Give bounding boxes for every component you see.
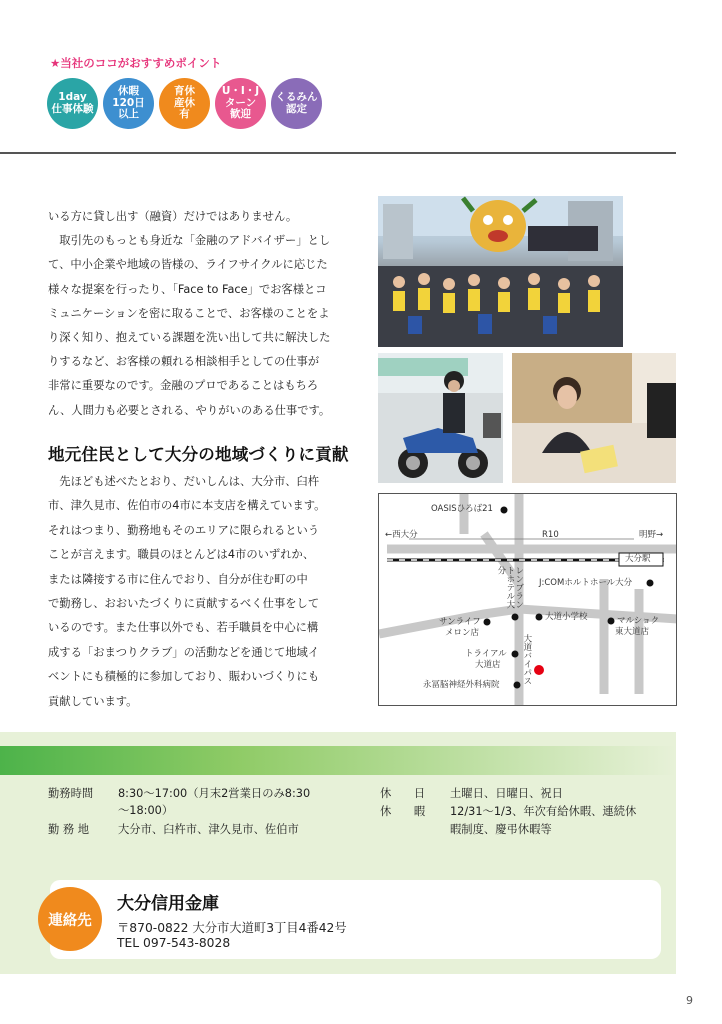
badge-line: 休暇 [118,84,139,97]
company-name: 大分信用金庫 [117,894,219,914]
leave-label: 休 暇 [380,805,426,818]
article-line: ことが言えます。職員のほとんどは4市のいずれか、 [48,548,315,562]
article-line: 成する「おまつりクラブ」の活動などを通じて地域イ [48,645,320,659]
map-label-sunlife-branch: メロン店 [445,628,480,638]
badge-line: U・I・J [221,84,260,97]
badge-line: 仕事体験 [51,102,94,115]
map-label-west: ←西大分 [385,530,418,540]
header-divider [0,152,676,154]
badge-1day-internship [47,78,98,129]
hours-value: 8:30～17:00（月末2営業日のみ8:30 [118,787,311,800]
page-number: 9 [686,994,693,1007]
map-label-trial-branch: 大道店 [475,660,501,670]
badge-line: 歓迎 [230,108,251,121]
company-address: 〒870-0822 大分市大道町3丁目4番42号 [117,921,347,935]
festival-group-photo [378,196,623,347]
hours-label: 勤務時間 [48,787,94,800]
article-line: ん、人間力も必要とされる、やりがいのある仕事です。 [48,403,331,417]
article-line: または隣接する市に住んでおり、自分が住む町の中 [48,572,308,586]
leave-value-cont: 暇制度、慶弔休暇等 [450,823,552,836]
badge-line: 育休 [174,84,195,97]
badge-line: 認定 [286,102,307,115]
article-body [48,205,348,423]
badge-childcare-leave [159,78,210,129]
article-line: それはつまり、勤務地もそのエリアに限られるという [48,523,320,537]
map-label-marushoku: マルショク [617,616,660,626]
badge-holidays [103,78,154,129]
article-line: いるのです。また仕事以外でも、若手職員を中心に構 [48,621,319,635]
map-label-school: 大道小学校 [545,612,588,622]
article-line: 取引先のもっとも身近な「金融のアドバイザー」とし [59,234,331,248]
section-heading: 地元住民として大分の地域づくりに貢献 [48,445,349,464]
badge-kurumin [271,78,322,129]
article-line: 市、津久見市、佐伯市の4市に本支店を構えています。 [48,499,326,513]
map-label-trial: トライアル [465,649,507,659]
article-line: 様々な提案を行ったり、「Face to Face」でお客様とコ [48,282,327,296]
map-label-r10: R10 [542,530,559,540]
badge-line: 120日 [112,96,145,109]
article-line: 非常に重要なのです。金融のプロであることはもちろ [48,379,319,393]
article-line: いる方に貸し出す（融資）だけではありません。 [48,210,298,223]
badge-line: 以上 [118,108,139,121]
workplace-value: 大分市、臼杵市、津久見市、佐伯市 [118,823,299,836]
badge-line: 産休 [174,96,195,109]
article-line: で勤務し、おおいたづくりに貢献するべく仕事をして [48,597,320,611]
badge-line: 1day [58,90,87,103]
access-map [378,493,677,706]
map-label-marushoku-branch: 東大道店 [615,627,650,637]
map-label-jcom: J:COMホルトホール大分 [539,578,633,588]
article-line: りするなど、お客様の頼れる相談相手としての仕事が [48,355,320,369]
map-label-akeno: 明野→ [639,530,664,540]
badge-line: くるみん [275,90,318,103]
recommend-title: ★当社のココがおすすめポイント [50,56,222,70]
badge-line: ターン [224,96,257,109]
motorbike-photo [378,353,503,483]
map-label-oasis: OASISひろば21 [431,504,493,514]
map-label-hospital: 永冨脳神経外科病院 [423,680,500,690]
article-line: ベントにも積極的に参加しており、賑わいづくりにも [48,670,320,684]
article-line: ミュニケーションを密に取ることで、お客様のことをよ [48,306,330,320]
info-band-gradient [0,746,676,775]
article-line: て、中小企業や地域の皆様の、ライフサイクルに応じた [48,258,328,272]
article-line: 貢献しています。 [48,694,138,708]
counter-staff-photo [512,353,676,483]
map-label-hotel: レンブラントホテル大分 [495,566,524,609]
badge-line: 有 [179,108,190,121]
recommend-badges [47,78,322,129]
article-body-2 [48,470,348,714]
company-tel[interactable]: TEL 097-543-8028 [117,936,231,950]
holiday-value: 土曜日、日曜日、祝日 [450,787,563,800]
map-label-sunlife: サンライフ [439,617,481,627]
map-label-station: 大分駅 [625,554,651,564]
badge-uij-turn [215,78,266,129]
hours-value-cont: ～18:00） [118,804,174,817]
map-label-bypass: 大道バイパス [521,634,532,685]
contact-badge: 連絡先 [38,887,102,951]
article-line: 先ほども述べたとおり、だいしんは、大分市、臼杵 [59,475,320,488]
leave-value: 12/31～1/3、年次有給休暇、連続休 [450,805,637,818]
holiday-label: 休 日 [380,787,426,800]
workplace-label: 勤 務 地 [48,823,90,836]
article-line: り深く知り、抱えている課題を洗い出して共に解決した [48,331,331,345]
